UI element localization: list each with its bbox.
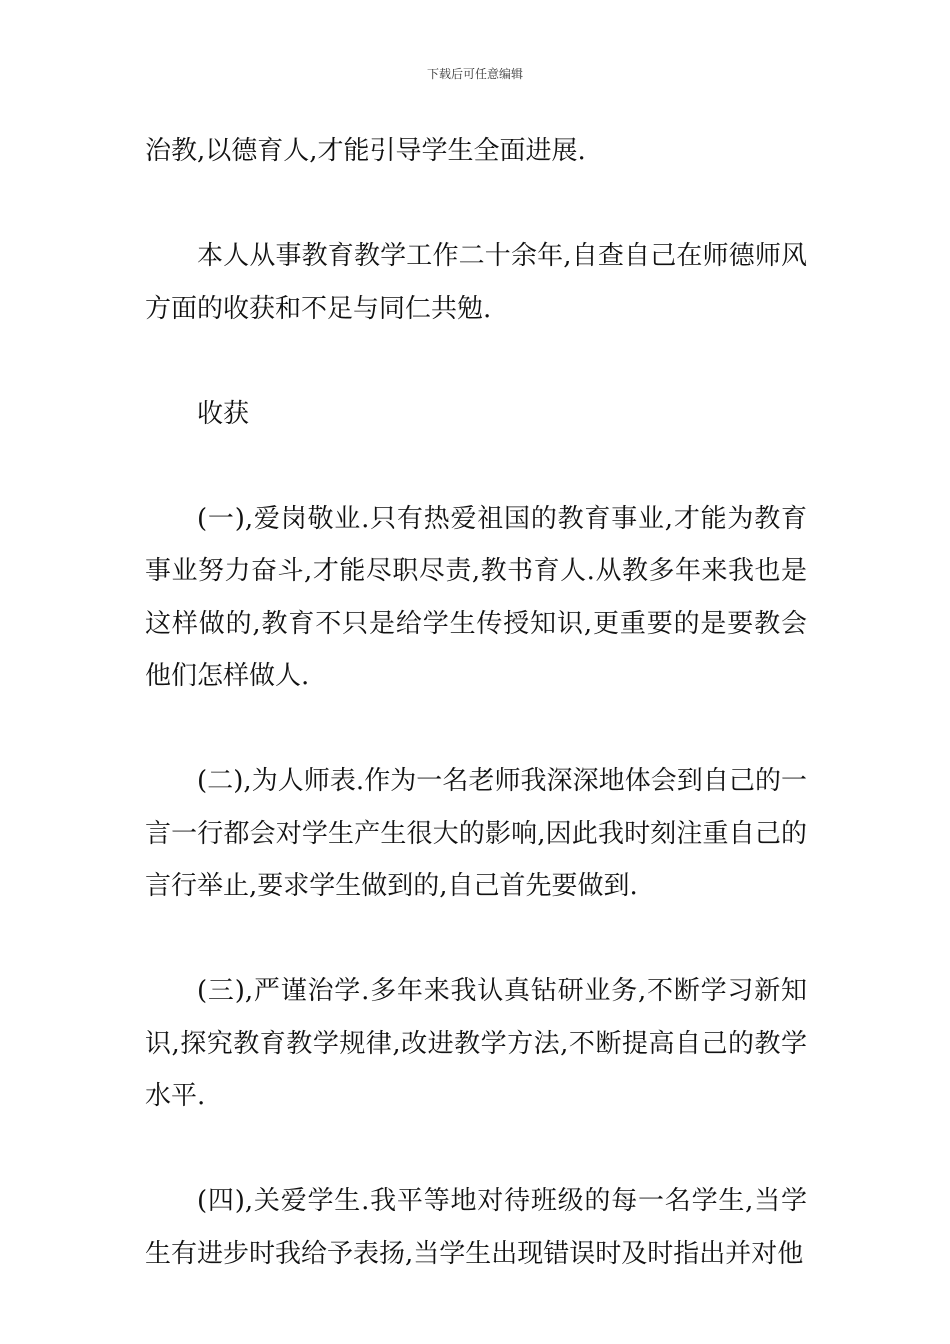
paragraph-spacer — [145, 440, 807, 493]
paragraph-item-1: (一),爱岗敬业.只有热爱祖国的教育事业,才能为教育事业努力奋斗,才能尽职尽责,教书育人.从教多年来我也是这样做的,教育不只是给学生传授知识,更重要的是要教会他们怎样做人. — [145, 503, 807, 691]
paragraph-spacer — [145, 335, 807, 388]
paragraph-continuation: 治教,以德育人,才能引导学生全面进展. — [145, 136, 586, 166]
paragraph-intro: 本人从事教育教学工作二十余年,自查自己在师德师风方面的收获和不足与同仁共勉. — [145, 241, 807, 324]
document-body — [145, 125, 807, 1280]
paragraph-spacer — [145, 913, 807, 966]
paragraph-item-2: (二),为人师表.作为一名老师我深深地体会到自己的一言一行都会对学生产生很大的影响,因此我时刻注重自己的言行举止,要求学生做到的,自己首先要做到. — [145, 766, 807, 901]
paragraph-spacer — [145, 703, 807, 756]
paragraph-item-4: (四),关爱学生.我平等地对待班级的每一名学生,当学生有进步时我给予表扬,当学生出现错误时及时指出并对他 — [145, 1186, 807, 1269]
paragraph-spacer — [145, 1123, 807, 1176]
page-header: 下载后可任意编辑 — [426, 67, 523, 81]
section-heading-harvest: 收获 — [197, 398, 250, 429]
paragraph-spacer — [145, 178, 807, 231]
paragraph-item-3: (三),严谨治学.多年来我认真钻研业务,不断学习新知识,探究教育教学规律,改进教学方法,不断提高自己的教学水平. — [145, 976, 807, 1111]
